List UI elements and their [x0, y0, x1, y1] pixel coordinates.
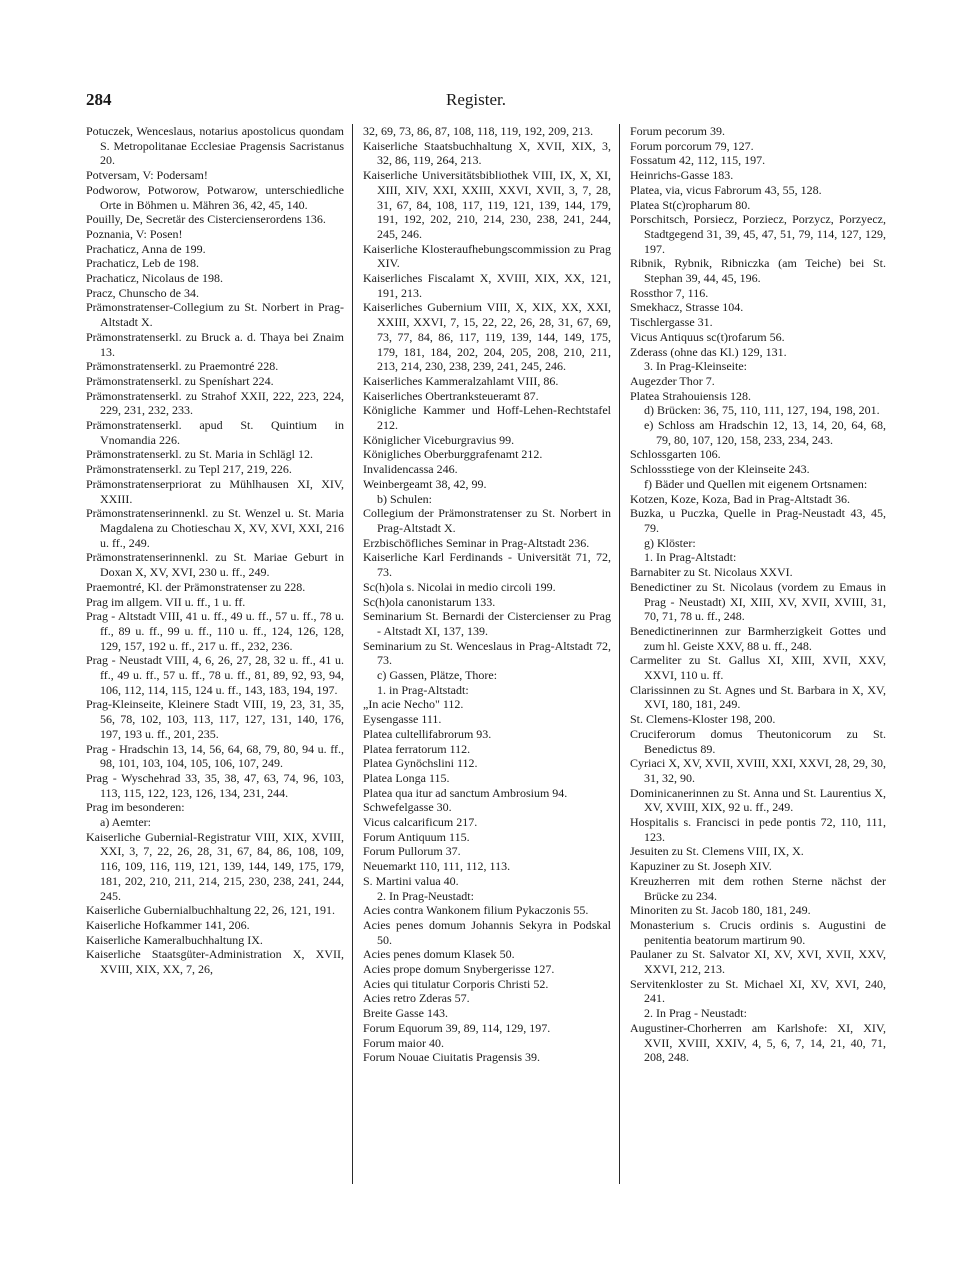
register-columns [86, 124, 886, 1184]
index-entry: Forum pecorum 39. [630, 124, 725, 138]
index-entry: Kaiserliche Karl Ferdinands - Universität 71, 72, 73. [363, 550, 611, 580]
index-entry: Prämonstratenserkl. zu Praemontré 228. [86, 359, 279, 374]
index-entry: Prämonstratenserpriorat zu Mühlhausen XI, XIV, XXIII. [86, 476, 344, 506]
index-entry: Prämonstratenserinnenkl. zu St. Wenzel u. St. Maria Magdalena zu Chotieschau X, XV, XVI, XXI, 216 u. ff., 249. [86, 506, 344, 550]
index-entry: Forum Antiquum 115. [363, 829, 470, 844]
index-entry: Prämonstratenserkl. zu Speníshart 224. [86, 373, 274, 388]
index-subheading: 1. in Prag-Altstadt: [377, 682, 469, 697]
index-entry: Seminarium St. Bernardi der Cistercienser zu Prag - Altstadt XI, 137, 139. [363, 609, 611, 638]
index-entry: Acies penes domum Johannis Sekyra in Podskal 50. [363, 917, 611, 947]
index-entry: Platea, via, vicus Fabrorum 43, 55, 128. [630, 182, 822, 197]
index-entry: Pouilly, De, Secretär des Cistercienserordens 136. [86, 212, 326, 227]
index-entry: Ribnik, Rybnik, Ribniczka (am Teiche) bei St. Stephan 39, 44, 45, 196. [630, 256, 886, 286]
index-entry: Forum Equorum 39, 89, 114, 129, 197. [363, 1020, 551, 1035]
index-entry: Prämonstratenserkl. zu Tepl 217, 219, 226. [86, 462, 292, 477]
index-entry: Augustiner-Chorherren am Karlshofe: XI, XIV, XVII, XVIII, XXIV, 4, 5, 6, 7, 14, 21, 40, 71, 208, 248. [630, 1020, 886, 1065]
index-entry: Kotzen, Koze, Koza, Bad in Prag-Altstadt 36. [630, 491, 850, 506]
index-entry: Eysengasse 111. [363, 712, 442, 727]
index-entry: S. Martini valua 40. [363, 873, 459, 888]
index-entry: Prachaticz, Leb de 198. [86, 256, 199, 271]
index-subheading: g) Klöster: [644, 535, 696, 550]
index-entry: Dominicanerinnen zu St. Anna und St. Laurentius X, XV, XVIII, XIX, 92 u. ff., 249. [630, 785, 886, 815]
index-entry: Buzka, u Puczka, Quelle in Prag-Neustadt 43, 45, 79. [630, 506, 886, 535]
index-entry: Prämonstratenserkl. zu Bruck a. d. Thaya bei Znaim 13. [86, 329, 344, 359]
index-subheading: d) Brücken: 36, 75, 110, 111, 127, 194, 198, 201. [644, 403, 880, 418]
index-subheading: c) Gassen, Plätze, Thore: [377, 668, 498, 683]
index-entry: Königliches Oberburggrafenamt 212. [363, 447, 543, 462]
index-subheading: b) Schulen: [377, 491, 432, 506]
index-subheading: a) Aemter: [100, 815, 151, 830]
index-entry: Platea Longa 115. [363, 770, 450, 785]
index-entry: Platea Gynöchslini 112. [363, 756, 478, 771]
index-entry: Zderass (ohne das Kl.) 129, 131. [630, 344, 787, 359]
index-entry: Fossatum 42, 112, 115, 197. [630, 153, 766, 168]
index-entry: Pracz, Chunscho de 34. [86, 285, 199, 300]
index-entry: Platea Strahouiensis 128. [630, 388, 751, 403]
index-entry: Jesuiten zu St. Clemens VIII, IX, X. [630, 844, 804, 859]
index-entry: Forum porcorum 79, 127. [630, 138, 754, 153]
index-entry: Hospitalis s. Francisci in pede pontis 72, 110, 111, 123. [630, 815, 886, 844]
index-entry: St. Clemens-Kloster 198, 200. [630, 712, 776, 727]
index-entry: Prag im allgem. VII u. ff., 1 u. ff. [86, 594, 246, 609]
index-entry: Acies penes domum Klasek 50. [363, 947, 515, 962]
index-entry: Kaiserliche Universitätsbibliothek VIII, IX, X, XI, XIII, XIV, XXI, XXIII, XXVI, XVII, 3, 7, 28, 31, 67, 84, 108, 117, 119, 121, 139, 144, 179, 191, 192, 202, 210, 214, 230, 238, 241, 244, 245, 246. [363, 168, 611, 241]
index-entry: Prag - Wyschehrad 33, 35, 38, 47, 63, 74, 96, 103, 113, 115, 122, 123, 126, 134, 231, 244. [86, 770, 344, 800]
index-entry: Prag - Neustadt VIII, 4, 6, 26, 27, 28, 32 u. ff., 41 u. ff., 49 u. ff., 57 u. ff., 78 u. ff., 81, 89, 92, 93, 94, 106, 112, 114, 115, 124 u. ff., 143, 183, 194, 197. [86, 653, 344, 697]
index-entry: Schlossgarten 106. [630, 447, 721, 462]
index-entry: Acies prope domum Snybergerisse 127. [363, 962, 555, 977]
index-subheading: 3. In Prag-Kleinseite: [644, 359, 747, 374]
index-entry: Kaiserliches Gubernium VIII, X, XIX, XX, XXI, XXIII, XXVI, 7, 15, 22, 22, 26, 28, 31, 67, 69, 73, 77, 84, 86, 117, 119, 139, 144, 149, 175, 179, 181, 184, 202, 204, 205, 208, 210, 211, 213, 214, 230, 238, 239, 241, 245, 246. [363, 300, 611, 374]
index-entry: Platea St(c)ropharum 80. [630, 197, 751, 212]
index-entry: Prämonstratenser-Collegium zu St. Norbert in Prag-Altstadt X. [86, 300, 344, 330]
index-entry: Podworow, Potworow, Potwarow, unterschiedliche Orte in Böhmen u. Mähren 36, 42, 45, 140. [86, 182, 344, 212]
index-subheading: 1. In Prag-Altstadt: [644, 550, 737, 565]
index-entry: Breite Gasse 143. [363, 1006, 448, 1021]
index-entry: Seminarium zu St. Wenceslaus in Prag-Altstadt 72, 73. [363, 638, 611, 668]
index-entry: Paulaner zu St. Salvator XI, XV, XVI, XVII, XXV, XXVI, 212, 213. [630, 947, 886, 977]
index-entry: Barnabiter zu St. Nicolaus XXVI. [630, 565, 793, 580]
index-entry: Collegium der Prämonstratenser zu St. Norbert in Prag-Altstadt X. [363, 506, 611, 535]
index-column-middle [353, 124, 619, 1184]
index-entry: Poznania, V: Posen! [86, 226, 183, 241]
page-number: 284 [86, 90, 112, 109]
index-entry: Kaiserliches Fiscalamt X, XVIII, XIX, XX, 121, 191, 213. [363, 271, 611, 300]
index-entry: Prämonstratenserinnenkl. zu St. Mariae Geburt in Doxan X, XV, XVI, 230 u. ff., 249. [86, 550, 344, 580]
index-entry: Platea qua itur ad sanctum Ambrosium 94. [363, 785, 568, 800]
index-entry: Smekhacz, Strasse 104. [630, 300, 744, 315]
index-entry: Minoriten zu St. Jacob 180, 181, 249. [630, 903, 811, 918]
index-entry: Kapuziner zu St. Joseph XIV. [630, 859, 772, 874]
index-entry: Schlossstiege von der Kleinseite 243. [630, 462, 810, 477]
index-entry: Prag im besonderen: [86, 800, 185, 815]
index-subheading: e) Schloss am Hradschin 12, 13, 14, 20, 64, 68, 79, 80, 107, 120, 158, 233, 234, 243. [644, 418, 886, 447]
index-entry: Königlicher Viceburgravius 99. [363, 432, 515, 447]
index-entry: Forum Nouae Ciuitatis Pragensis 39. [363, 1050, 540, 1065]
index-entry: Carmeliter zu St. Gallus XI, XIII, XVII, XXV, XXVI, 110 u. ff. [630, 653, 886, 683]
index-entry: Forum maior 40. [363, 1035, 444, 1050]
index-entry: Acies retro Zderas 57. [363, 991, 470, 1006]
index-entry: Benedictiner zu St. Nicolaus (vordem zu Emaus in Prag - Neustadt) XI, XIII, XV, XVII, XVIII, 31, 70, 71, 78 u. ff., 248. [630, 579, 886, 624]
index-entry: Prämonstratenserkl. zu St. Maria in Schlägl 12. [86, 447, 313, 462]
index-entry: Kaiserliche Staatsbuchhaltung X, XVII, XIX, 3, 32, 86, 119, 264, 213. [363, 138, 611, 168]
index-entry: Prämonstratenserkl. zu Strahof XXII, 222, 223, 224, 229, 231, 232, 233. [86, 388, 344, 418]
index-entry: Prag - Altstadt VIII, 41 u. ff., 49 u. ff., 57 u. ff., 78 u. ff., 89 u. ff., 99 u. ff., 110 u. ff., 124, 126, 128, 129, 157, 192 u. ff., 217 u. ff., 232, 236. [86, 609, 344, 653]
index-entry: Vicus Antiquus sc(t)rofarum 56. [630, 329, 785, 344]
index-column-left [86, 124, 352, 1184]
index-entry: „In acie Necho" 112. [363, 697, 464, 712]
index-entry: Kaiserliches Obertranksteueramt 87. [363, 388, 539, 403]
index-entry: Kaiserliche Klosteraufhebungscommission zu Prag XIV. [363, 241, 611, 271]
index-entry: Monasterium s. Crucis ordinis s. Augustini de penitentia beatorum martirum 90. [630, 917, 886, 947]
index-entry: Kaiserliche Staatsgüter-Administration X, XVII, XVIII, XIX, XX, 7, 26, [86, 947, 344, 977]
index-entry: Augezder Thor 7. [630, 373, 715, 388]
index-entry: Schwefelgasse 30. [363, 800, 452, 815]
index-entry: Weinbergeamt 38, 42, 99. [363, 476, 487, 491]
index-subheading: f) Bäder und Quellen mit eigenem Ortsnamen: [644, 476, 868, 491]
index-entry: Kaiserliche Gubernialbuchhaltung 22, 26, 121, 191. [86, 903, 335, 918]
index-column-right [620, 124, 886, 1184]
index-entry: Cyriaci X, XV, XVII, XVIII, XXI, XXVI, 28, 29, 30, 31, 32, 90. [630, 756, 886, 785]
index-entry: Rossthor 7, 116. [630, 285, 709, 300]
index-subheading: 2. In Prag-Neustadt: [377, 888, 474, 903]
index-entry: Cruciferorum domus Theutonicorum zu St. Benedictus 89. [630, 726, 886, 756]
index-entry: 32, 69, 73, 86, 87, 108, 118, 119, 192, 209, 213. [363, 124, 594, 138]
index-entry: Praemontré, Kl. der Prämonstratenser zu 228. [86, 579, 306, 594]
index-entry: Prachaticz, Nicolaus de 198. [86, 271, 223, 286]
index-entry: Potuczek, Wenceslaus, notarius apostolicus quondam S. Metropolitanae Ecclesiae Pragensis Sacristanus 20. [86, 124, 344, 168]
index-entry: Prag-Kleinseite, Kleinere Stadt VIII, 19, 23, 31, 35, 56, 78, 102, 103, 113, 117, 127, 131, 140, 176, 197, 193 u. ff., 201, 235. [86, 697, 344, 741]
index-entry: Prag - Hradschin 13, 14, 56, 64, 68, 79, 80, 94 u. ff., 98, 101, 103, 104, 105, 106, 107, 249. [86, 741, 344, 771]
index-entry: Platea ferratorum 112. [363, 741, 471, 756]
page-title: Register. [446, 90, 506, 109]
index-entry: Sc(h)ola canonistarum 133. [363, 594, 496, 609]
index-entry: Acies qui titulatur Corporis Christi 52. [363, 976, 549, 991]
index-entry: Kaiserliche Gubernial-Registratur VIII, XIX, XVIII, XXI, 3, 7, 22, 26, 28, 31, 67, 84, 86, 108, 109, 116, 109, 116, 119, 121, 139, 144, 149, 175, 179, 181, 202, 210, 211, 214, 215, 230, 238, 241, 244, 245. [86, 829, 344, 903]
index-entry: Servitenkloster zu St. Michael XI, XV, XVI, 240, 241. [630, 976, 886, 1006]
index-entry: Sc(h)ola s. Nicolai in medio circoli 199. [363, 579, 556, 594]
index-entry: Clarissinnen zu St. Agnes und St. Barbara in X, XV, XVI, 180, 181, 249. [630, 682, 886, 712]
index-entry: Heinrichs-Gasse 183. [630, 168, 734, 183]
index-entry: Erzbischöfliches Seminar in Prag-Altstadt 236. [363, 535, 590, 550]
index-entry: Porschitsch, Porsiecz, Porziecz, Porzycz, Porzyecz, Stadtgegend 31, 39, 45, 47, 51, 79, 114, 127, 129, 197. [630, 212, 886, 256]
index-entry: Königliche Kammer und Hoff-Lehen-Rechtstafel 212. [363, 403, 611, 433]
index-entry: Forum Pullorum 37. [363, 844, 461, 859]
index-entry: Neuemarkt 110, 111, 112, 113. [363, 859, 511, 874]
index-entry: Prämonstratenserkl. apud St. Quintium in Vnomandia 226. [86, 418, 344, 447]
index-entry: Kaiserliches Kammeralzahlamt VIII, 86. [363, 373, 559, 388]
index-entry: Platea cultellifabrorum 93. [363, 726, 492, 741]
index-entry: Invalidencassa 246. [363, 462, 458, 477]
index-entry: Benedictinerinnen zur Barmherzigkeit Gottes und zum hl. Geiste XXV, 88 u. ff., 248. [630, 623, 886, 653]
index-entry: Tischlergasse 31. [630, 315, 713, 330]
index-entry: Vicus calcarificum 217. [363, 815, 478, 830]
index-entry: Acies contra Wankonem filium Pykaczonis 55. [363, 903, 589, 918]
index-entry: Kaiserliche Hofkammer 141, 206. [86, 917, 250, 932]
index-entry: Prachaticz, Anna de 199. [86, 241, 206, 256]
index-entry: Kreuzherren mit dem rothen Sterne nächst der Brücke zu 234. [630, 873, 886, 903]
index-entry: Kaiserliche Kameralbuchhaltung IX. [86, 932, 263, 947]
index-entry: Potversam, V: Podersam! [86, 168, 208, 183]
index-subheading: 2. In Prag - Neustadt: [644, 1006, 747, 1021]
